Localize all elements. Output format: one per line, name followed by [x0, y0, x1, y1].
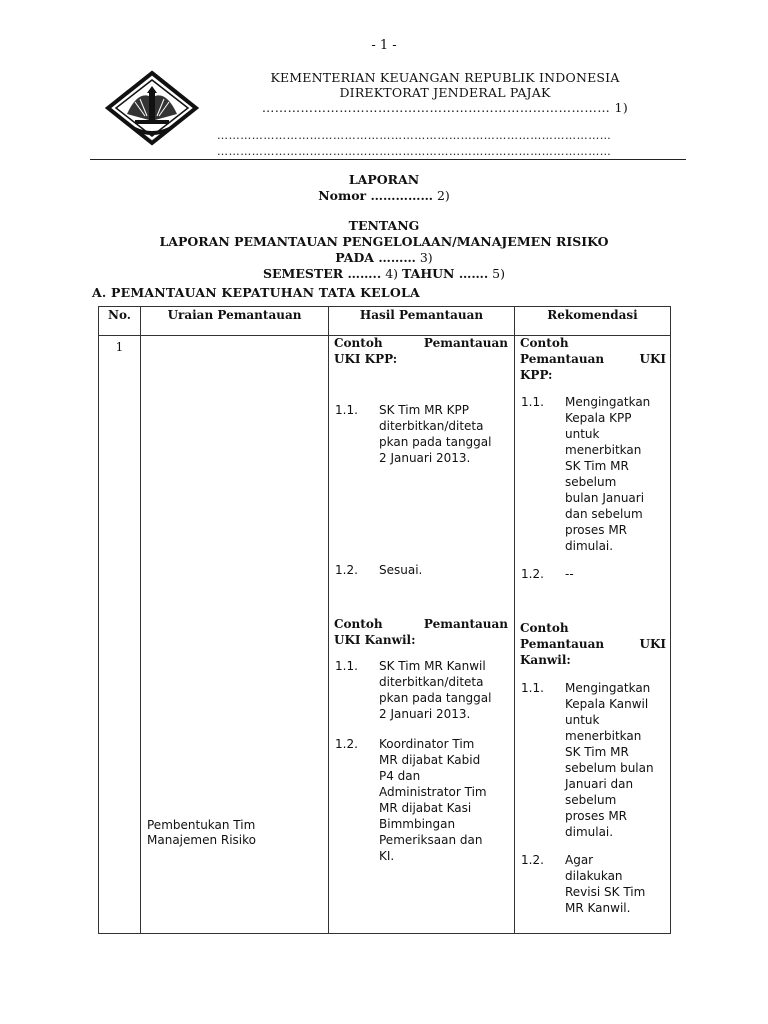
- letterhead: [200, 70, 690, 115]
- title-line: Contoh: [520, 336, 569, 350]
- item-line: untuk: [565, 427, 600, 441]
- title-line: UKI Kanwil:: [334, 633, 416, 647]
- address-placeholder: [217, 128, 611, 160]
- semester-label: SEMESTER ……..: [262, 266, 382, 281]
- item-line: 2 Januari 2013.: [379, 451, 471, 465]
- item-line: pkan pada tanggal: [379, 691, 492, 705]
- rekomendasi-kanwil-title: [520, 620, 666, 668]
- item-line: Kepala KPP: [565, 411, 632, 425]
- pada-ref: 3): [419, 250, 433, 265]
- item-number: 1.2.: [521, 853, 544, 867]
- item-number: 1.1.: [521, 395, 544, 409]
- header-no: No.: [99, 307, 141, 336]
- item-line: MR dijabat Kabid: [379, 753, 481, 767]
- item-line: Bimmbingan: [379, 817, 456, 831]
- item-line: SK Tim MR KPP: [379, 403, 469, 417]
- item-line: diterbitkan/diteta: [379, 419, 484, 433]
- title-line: Contoh Pemantauan: [334, 336, 508, 350]
- item-number: 1.1.: [335, 659, 358, 673]
- title-line: UKI KPP:: [334, 352, 398, 366]
- row-number: 1: [99, 336, 141, 934]
- report-subject: LAPORAN PEMANTAUAN PENGELOLAAN/MANAJEMEN RISIKO: [159, 234, 609, 249]
- item-line: sebelum bulan: [565, 761, 654, 775]
- item-line: menerbitkan: [565, 443, 642, 457]
- item-number: 1.2.: [335, 563, 358, 577]
- item-line: Administrator Tim: [379, 785, 487, 799]
- page-number: - 1 -: [371, 38, 397, 53]
- title-line: Contoh Pemantauan: [334, 617, 508, 631]
- tahun-ref: 5): [492, 266, 506, 281]
- item-line: KI.: [379, 849, 395, 863]
- item-line: pkan pada tanggal: [379, 435, 492, 449]
- item-line: dimulai.: [565, 539, 614, 553]
- directorate-name: DIREKTORAT JENDERAL PAJAK: [339, 85, 551, 100]
- item-line: dan sebelum: [565, 507, 643, 521]
- header-hasil: Hasil Pemantauan: [329, 307, 515, 336]
- item-line: sebelum: [565, 793, 617, 807]
- address-line-1: …………………………………………………………………………………………: [217, 129, 612, 142]
- item-line: sebelum: [565, 475, 617, 489]
- item-line: 2 Januari 2013.: [379, 707, 471, 721]
- item-line: Revisi SK Tim: [565, 885, 646, 899]
- section-a-heading: A. PEMANTAUAN KEPATUHAN TATA KELOLA: [92, 285, 420, 300]
- semester-ref: 4): [385, 266, 399, 281]
- monitoring-table: [98, 306, 671, 934]
- table-row: [99, 336, 671, 934]
- item-number: 1.1.: [335, 403, 358, 417]
- table-header-row: [99, 307, 671, 336]
- report-number-label: Nomor ……………: [318, 188, 433, 203]
- item-line: Agar: [565, 853, 594, 867]
- item-line: --: [565, 567, 574, 581]
- uraian-text: [147, 818, 256, 848]
- title-line: Pemantauan UKI: [520, 637, 666, 651]
- about-heading: TENTANG: [348, 218, 420, 233]
- address-line-2: …………………………………………………………………………………………: [217, 145, 612, 158]
- report-heading: LAPORAN: [348, 172, 420, 187]
- report-title-block: [0, 172, 768, 282]
- uraian-line: Manajemen Risiko: [147, 833, 256, 847]
- title-line: Kanwil:: [520, 653, 571, 667]
- item-line: proses MR: [565, 523, 628, 537]
- item-line: SK Tim MR: [565, 459, 629, 473]
- item-line: Kepala Kanwil: [565, 697, 649, 711]
- item-line: SK Tim MR Kanwil: [379, 659, 486, 673]
- rekomendasi-cell: [515, 336, 671, 934]
- title-line: Pemantauan UKI: [520, 352, 666, 366]
- item-line: Mengingatkan: [565, 681, 651, 695]
- hasil-cell: [329, 336, 515, 934]
- title-line: KPP:: [520, 368, 553, 382]
- header-divider: [90, 159, 686, 160]
- item-line: SK Tim MR: [565, 745, 629, 759]
- item-line: diterbitkan/diteta: [379, 675, 484, 689]
- uraian-line: Pembentukan Tim: [147, 818, 256, 832]
- item-line: dimulai.: [565, 825, 614, 839]
- pada-label: PADA ………: [335, 250, 416, 265]
- hasil-kpp-title: [334, 335, 508, 367]
- ministry-emblem-logo: [105, 70, 199, 146]
- item-line: P4 dan: [379, 769, 421, 783]
- item-line: MR dijabat Kasi: [379, 801, 472, 815]
- item-line: Pemeriksaan dan: [379, 833, 483, 847]
- report-number-ref: 2): [436, 188, 450, 203]
- item-line: Sesuai.: [379, 563, 423, 577]
- item-line: dilakukan: [565, 869, 623, 883]
- item-number: 1.1.: [521, 681, 544, 695]
- item-line: proses MR: [565, 809, 628, 823]
- hasil-kanwil-title: [334, 616, 508, 648]
- header-rekomendasi: Rekomendasi: [515, 307, 671, 336]
- item-number: 1.2.: [521, 567, 544, 581]
- item-line: Januari dan: [565, 777, 634, 791]
- unit-placeholder: ……………………………………………………………………… 1): [261, 100, 629, 115]
- title-line: Contoh: [520, 621, 569, 635]
- item-line: menerbitkan: [565, 729, 642, 743]
- item-line: untuk: [565, 713, 600, 727]
- header-uraian: Uraian Pemantauan: [141, 307, 329, 336]
- item-line: Koordinator Tim: [379, 737, 475, 751]
- rekomendasi-kpp-title: [520, 335, 666, 383]
- tahun-label: TAHUN …….: [402, 266, 489, 281]
- ministry-name: KEMENTERIAN KEUANGAN REPUBLIK INDONESIA: [270, 70, 620, 85]
- item-line: Mengingatkan: [565, 395, 651, 409]
- item-line: bulan Januari: [565, 491, 645, 505]
- item-number: 1.2.: [335, 737, 358, 751]
- item-line: MR Kanwil.: [565, 901, 631, 915]
- uraian-cell: [141, 336, 329, 934]
